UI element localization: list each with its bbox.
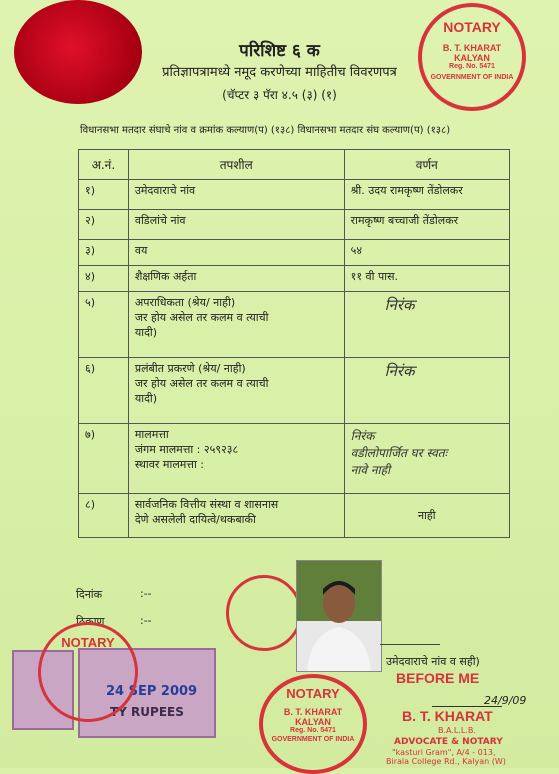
header-detail: तपशील — [128, 150, 344, 180]
notary-seal-middle — [226, 575, 302, 651]
table-row: २) वडिलांचे नांव रामकृष्ण बच्चाजी तेंडोलकर — [79, 210, 510, 240]
table-row: ५) अपराधिकता (श्रेय/ नाही) जर होय असेल तर कलम व त्याची यादी) निरंक — [79, 292, 510, 358]
header-desc: वर्णन — [344, 150, 509, 180]
table-row: १) उमेदवाराचे नांव श्री. उदय रामकृष्ण तेंडोलकर — [79, 180, 510, 210]
signature-caption: उमेदवाराचे नांव व सही) — [386, 655, 480, 668]
page-subtitle: प्रतिज्ञापत्रामध्ये नमूद करणेच्या माहितीच विवरणपत्र — [162, 65, 397, 80]
reference-line: (चॅप्टर ३ पॅरा ४.५ (३) (१) — [222, 88, 337, 102]
notary-degree: B.A.L.L.B. — [438, 726, 476, 735]
details-table — [78, 149, 510, 538]
header-no: अ.नं. — [79, 150, 129, 180]
notary-seal-top: NOTARY B. T. KHARAT KALYAN Reg. No. 5471 GOVERNMENT OF INDIA — [418, 3, 526, 111]
handwritten-nil: निरंक — [344, 358, 509, 424]
date-label: दिनांक — [76, 588, 103, 601]
date-value: :-- — [140, 587, 152, 600]
table-row: ८) सार्वजनिक वित्तीय संस्था व शासनास देणे असलेली दायित्वे/थकबाकी नाही — [79, 494, 510, 538]
place-label: ठिकाण — [76, 615, 105, 628]
notary-address-1: "kasturi Gram", A/4 - 013, — [392, 748, 496, 757]
candidate-signature — [380, 628, 440, 645]
handwritten-nil: निरंक — [344, 292, 509, 358]
table-row: ३) वय ५४ — [79, 240, 510, 266]
table-row: ७) मालमत्ता जंगम मालमत्ता : २५९२३८ स्थावर मालमत्ता : निरंक वडीलोपार्जित घर स्वतः नावे नाही — [79, 424, 510, 494]
notary-signature-date: 24/9/09 — [484, 694, 527, 707]
notary-seal-bottom: NOTARY B. T. KHARAT KALYAN Reg. No. 5471 GOVERNMENT OF INDIA — [259, 674, 367, 774]
page-title: परिशिष्ट ६ क — [239, 41, 320, 61]
person-photo-icon — [297, 561, 381, 671]
table-row: ४) शैक्षणिक अर्हता ११ वी पास. — [79, 266, 510, 292]
table-row: ६) प्रलंबीत प्रकरणे (श्रेय/ नाही) जर होय असेल तर कलम व त्याची यादी) निरंक — [79, 358, 510, 424]
constituency-line: विधानसभा मतदार संघाचे नांव व क्रमांक कल्याण(प) (१३८) विधानसभा मतदार संघ कल्याण(प) (१३८) — [80, 125, 451, 136]
candidate-photo — [296, 560, 382, 672]
notary-title: ADVOCATE & NOTARY — [394, 737, 503, 747]
table-header-row — [79, 150, 510, 180]
notary-seal-left: NOTARY — [38, 622, 138, 722]
notary-address-2: Birala College Rd., Kalyan (W) — [386, 757, 506, 766]
place-value: :-- — [140, 614, 152, 627]
before-me-label: BEFORE ME — [396, 670, 480, 686]
revenue-stamp-2: 24 SEP 2009 TY RUPEES — [78, 648, 216, 738]
notary-name: B. T. KHARAT — [402, 708, 493, 724]
